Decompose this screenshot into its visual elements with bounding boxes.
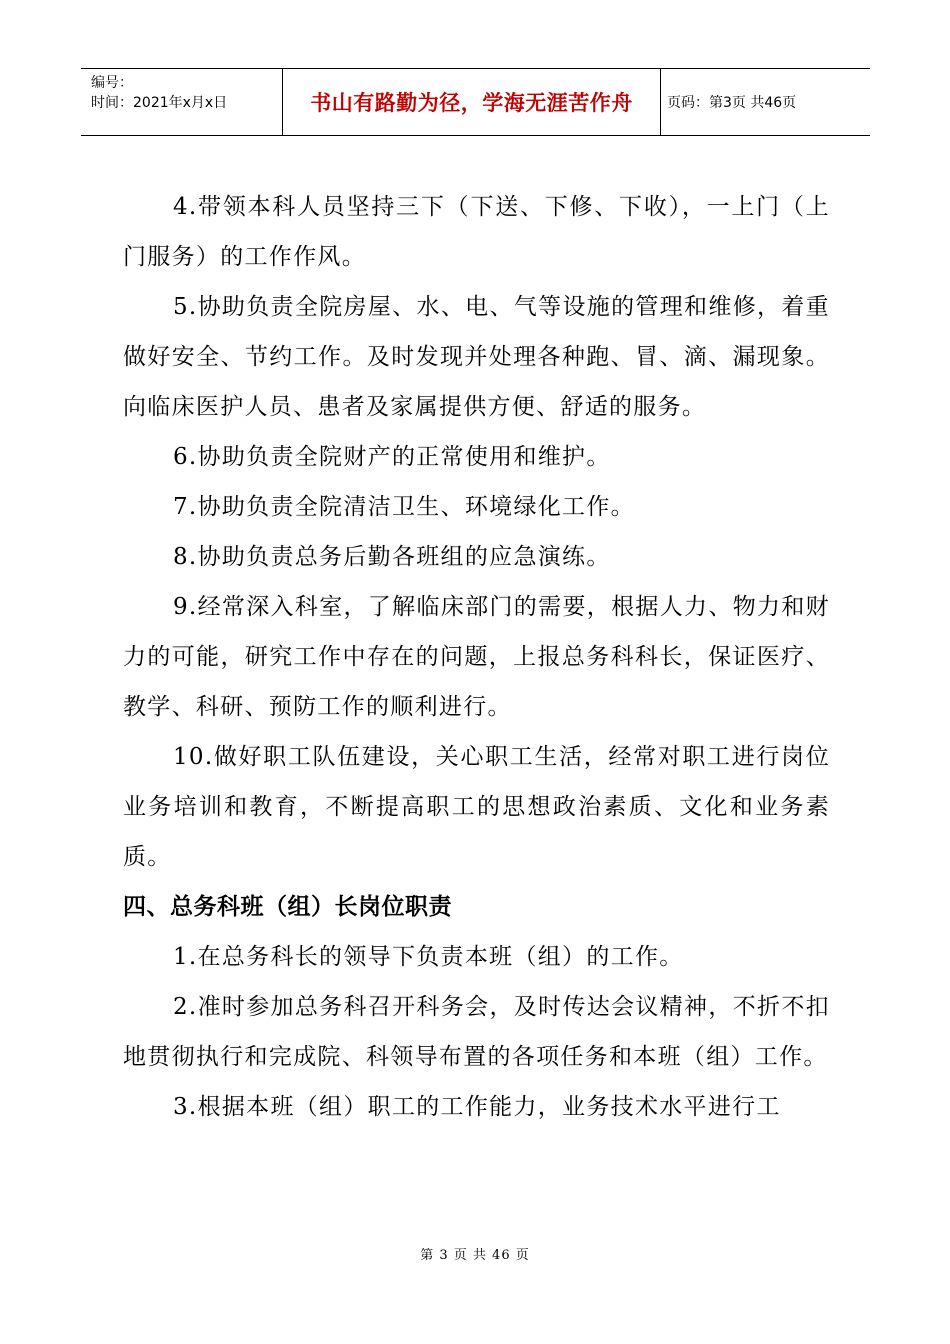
paragraph-item-9: 9.经常深入科室，了解临床部门的需要，根据人力、物力和财力的可能，研究工作中存在的问题，上报总务科科长，保证医疗、教学、科研、预防工作的顺利进行。 [123,594,830,720]
header-page-info-cell [661,69,870,135]
header-motto-cell [283,69,661,135]
body-text [123,182,830,1132]
header-meta [81,69,283,135]
paragraph-item-10: 10.做好职工队伍建设，关心职工生活，经常对职工进行岗位业务培训和教育，不断提高职工的思想政治素质、文化和业务素质。 [123,744,830,870]
paragraph-section4-item-1: 1.在总务科长的领导下负责本班（组）的工作。 [173,944,684,970]
page-header [81,68,870,136]
paragraph-item-7: 7.协助负责全院清洁卫生、环境绿化工作。 [173,494,635,520]
section-heading: 四、总务科班（组）长岗位职责 [123,894,452,920]
document-date: 时间：2021年x月x日 [91,95,228,111]
paragraph-section4-item-2: 2.准时参加总务科召开科务会，及时传达会议精神，不折不扣地贯彻执行和完成院、科领导布置的各项任务和本班（组）工作。 [123,994,830,1070]
paragraph-item-4: 4.带领本科人员坚持三下（下送、下修、下收），一上门（上门服务）的工作作风。 [123,194,830,270]
document-number-label: 编号： [91,75,133,91]
paragraph-section4-item-3: 3.根据本班（组）职工的工作能力，业务技术水平进行工 [173,1094,781,1120]
paragraph-item-6: 6.协助负责全院财产的正常使用和维护。 [173,444,611,470]
paragraph-item-5: 5.协助负责全院房屋、水、电、气等设施的管理和维修，着重做好安全、节约工作。及时发现并处理各种跑、冒、滴、漏现象。向临床医护人员、患者及家属提供方便、舒适的服务。 [123,294,830,420]
header-page-info: 页码：第3页 共46页 [667,95,797,111]
page-footer: 第 3 页 共 46 页 [420,1248,530,1263]
paragraph-item-8: 8.协助负责总务后勤各班组的应急演练。 [173,544,611,570]
header-motto: 书山有路勤为径，学海无涯苦作舟 [310,91,633,115]
